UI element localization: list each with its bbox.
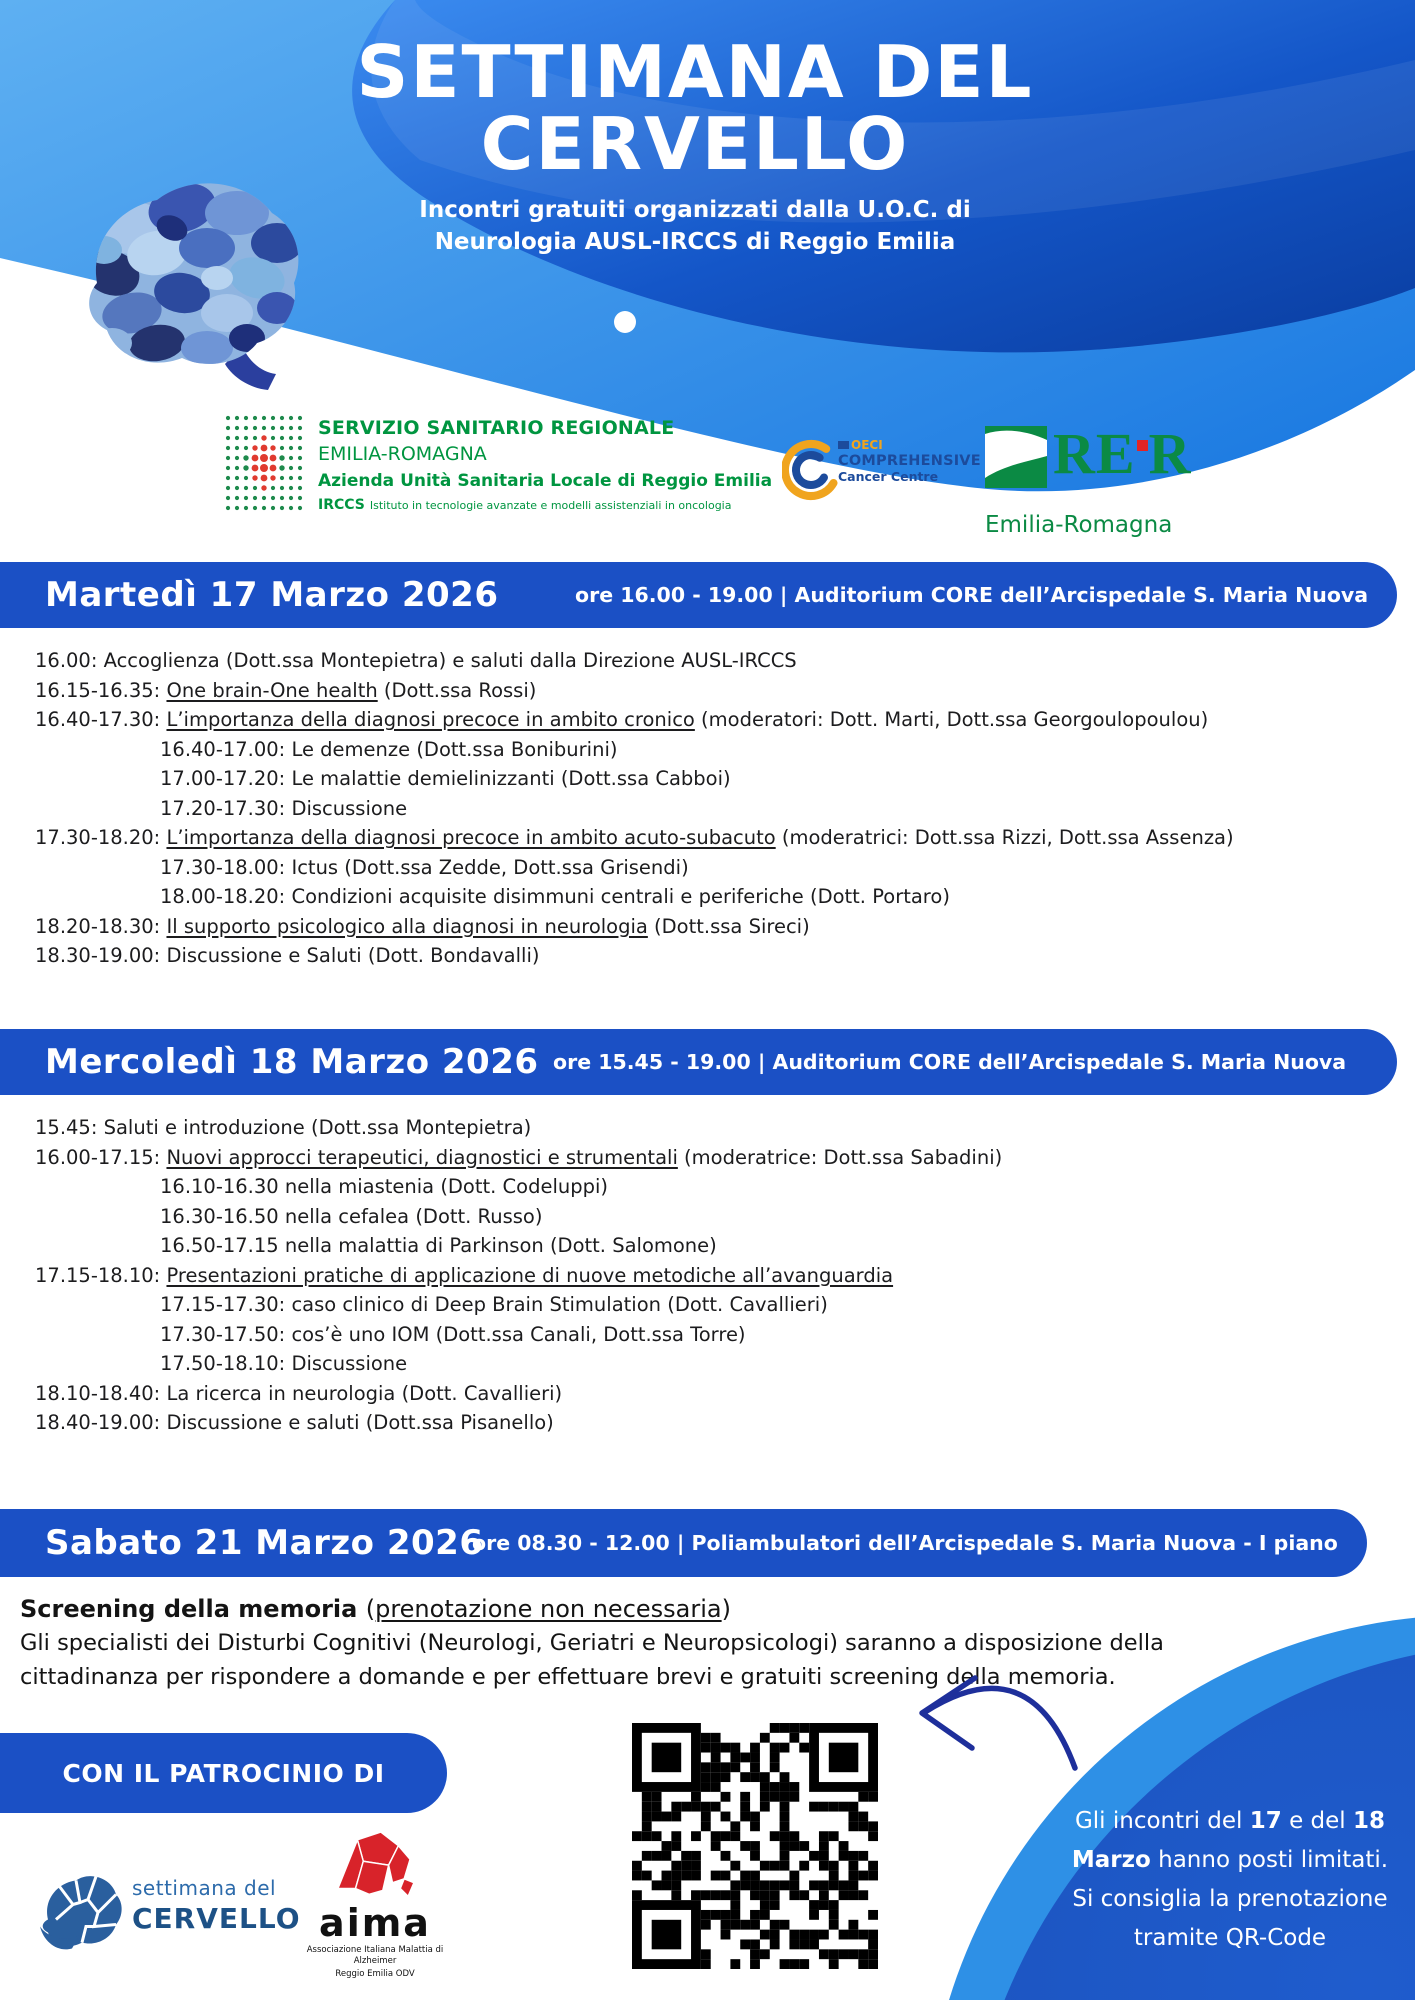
brain-illustration — [42, 158, 310, 398]
day-info: ore 15.45 - 19.00 | Auditorium CORE dell’Arcispedale S. Maria Nuova — [553, 1050, 1347, 1074]
program-line: tramite QR-Code — [1133, 1925, 1327, 1951]
patrocinio-banner — [0, 1733, 447, 1813]
patrocinio-label: CON IL PATROCINIO DI — [62, 1758, 385, 1788]
program-line: 16.40-17.30: L’importanza della diagnosi precoce in ambito cronico (moderatori: Dott. Marti, Dott.ssa Georgoulopoulou) — [35, 708, 1209, 731]
program-line: Marzo hanno posti limitati. — [1071, 1847, 1389, 1873]
sdc-logo-text — [132, 1878, 301, 1933]
program-line: 18.10-18.40: La ricerca in neurologia (Dott. Cavallieri) — [35, 1381, 563, 1405]
program-line: 17.00-17.20: Le malattie demielinizzanti (Dott.ssa Cabboi) — [160, 767, 731, 790]
oeci-line1: COMPREHENSIVE — [838, 453, 981, 469]
program-line: 16.40-17.00: Le demenze (Dott.ssa Boniburini) — [160, 737, 618, 761]
subtitle-line1: Incontri gratuiti organizzati dalla U.O.C. di — [419, 197, 971, 223]
ssr-line2: EMILIA-ROMAGNA — [318, 443, 487, 465]
program-line: 18.20-18.30: Il supporto psicologico alla diagnosi in neurologia (Dott.ssa Sireci) — [35, 914, 810, 938]
rer-mark-icon — [985, 426, 1047, 488]
oeci-org: OECI — [838, 434, 981, 453]
day-banner-saturday — [0, 1509, 1367, 1577]
aima-wordmark: aima — [319, 1901, 431, 1945]
program-line: 16.30-16.50 nella cefalea (Dott. Russo) — [160, 1204, 543, 1228]
day-banner-tuesday — [0, 562, 1397, 628]
program-line: 16.15-16.35: One brain-One health (Dott.ssa Rossi) — [35, 678, 537, 702]
sdc-line2: CERVELLO — [132, 1902, 301, 1935]
day-banner-wednesday — [0, 1029, 1397, 1095]
rer-wordmark: RE R — [1053, 421, 1192, 486]
program-line: 18.30-19.00: Discussione e Saluti (Dott. Bondavalli) — [35, 944, 540, 967]
white-dot-decoration — [614, 311, 636, 333]
rer-logo — [985, 421, 1192, 538]
program-line: 17.50-18.10: Discussione — [160, 1352, 408, 1375]
program-line: 18.00-18.20: Condizioni acquisite disimmuni centrali e periferiche (Dott. Portaro) — [160, 885, 950, 908]
eu-flag-icon — [838, 441, 849, 449]
screening-body-line1: Gli specialisti dei Disturbi Cognitivi (Neurologi, Geriatri e Neuropsicologi) saranno a disposizione della — [20, 1630, 1164, 1656]
ssr-line1: SERVIZIO SANITARIO REGIONALE — [318, 417, 675, 439]
program-line: 17.20-17.30: Discussione — [160, 796, 408, 820]
program-line: 17.15-17.30: caso clinico di Deep Brain Stimulation (Dott. Cavallieri) — [160, 1293, 828, 1316]
oeci-logo-text — [838, 434, 981, 484]
subtitle-line2: Neurologia AUSL-IRCCS di Reggio Emilia — [434, 229, 956, 255]
day-title: Martedì 17 Marzo 2026 — [45, 575, 499, 615]
program-line: 16.00: Accoglienza (Dott.ssa Montepietra) e saluti dalla Direzione AUSL-IRCCS — [35, 649, 797, 672]
ssr-line3: Azienda Unità Sanitaria Locale di Reggio Emilia — [318, 471, 773, 491]
program-line: 17.15-18.10: Presentazioni pratiche di applicazione di nuove metodiche all’avanguardia — [35, 1263, 894, 1287]
program-line: Gli incontri del 17 e del 18 — [1074, 1808, 1386, 1834]
title-line2: CERVELLO — [480, 102, 910, 186]
program-line: 17.30-18.00: Ictus (Dott.ssa Zedde, Dott.ssa Grisendi) — [160, 855, 689, 879]
aima-sub2: Reggio Emilia ODV — [335, 1969, 415, 1979]
program-line: Si consiglia la prenotazione — [1072, 1886, 1388, 1912]
program-line: 17.30-17.50: cos’è uno IOM (Dott.ssa Canali, Dott.ssa Torre) — [160, 1322, 746, 1346]
aima-sub1: Associazione Italiana Malattia di Alzheimer — [306, 1945, 444, 1966]
arrow-to-qr-icon — [880, 1650, 1110, 1780]
oeci-line2: Cancer Centre — [838, 469, 939, 484]
program-tuesday — [35, 646, 1380, 971]
ssr-line4: IRCCS Istituto in tecnologie avanzate e modelli assistenziali in oncologia — [318, 497, 732, 513]
page-title — [310, 30, 1080, 186]
ssr-dots-logo — [222, 412, 306, 514]
day-title: Mercoledì 18 Marzo 2026 — [45, 1042, 539, 1082]
program-line: 16.00-17.15: Nuovi approcci terapeutici, diagnostici e strumentali (moderatrice: Dott.ssa Sabadini) — [35, 1145, 1003, 1169]
program-line: 16.50-17.15 nella malattia di Parkinson (Dott. Salomone) — [160, 1234, 717, 1257]
program-line: 18.40-19.00: Discussione e saluti (Dott.ssa Pisanello) — [35, 1411, 554, 1434]
header-subtitle — [390, 194, 1000, 258]
oeci-mark-icon — [782, 432, 840, 504]
title-line1: SETTIMANA DEL — [356, 30, 1034, 114]
day-title: Sabato 21 Marzo 2026 — [45, 1523, 484, 1563]
bubble-note — [1040, 1802, 1415, 1958]
aima-logo-text — [305, 1903, 445, 1980]
program-line: 17.30-18.20: L’importanza della diagnosi precoce in ambito acuto-subacuto (moderatrici: Dott.ssa Rizzi, Dott.ssa Assenza) — [35, 826, 1234, 849]
program-line: 15.45: Saluti e introduzione (Dott.ssa Montepietra) — [35, 1116, 532, 1139]
ssr-logo-text — [318, 417, 772, 513]
rer-red-square — [1137, 440, 1148, 451]
oeci-logo — [782, 432, 981, 508]
qr-code — [632, 1723, 878, 1969]
screening-heading: Screening della memoria (prenotazione non necessaria) — [20, 1595, 731, 1623]
program-line: 16.10-16.30 nella miastenia (Dott. Codeluppi) — [160, 1175, 609, 1198]
screening-block — [20, 1592, 1370, 1694]
rer-subtitle: Emilia-Romagna — [985, 512, 1173, 538]
screening-body-line2: cittadinanza per rispondere a domande e per effettuare brevi e gratuiti screening della memoria. — [20, 1664, 1116, 1690]
sdc-line1: settimana del — [132, 1876, 277, 1900]
day-info: ore 08.30 - 12.00 | Poliambulatori dell’Arcispedale S. Maria Nuova - I piano — [472, 1531, 1338, 1555]
aima-elephant-icon — [330, 1832, 418, 1908]
day-info: ore 16.00 - 19.00 | Auditorium CORE dell’Arcispedale S. Maria Nuova — [575, 583, 1369, 607]
sdc-brain-icon — [28, 1862, 128, 1957]
program-wednesday — [35, 1113, 1380, 1438]
